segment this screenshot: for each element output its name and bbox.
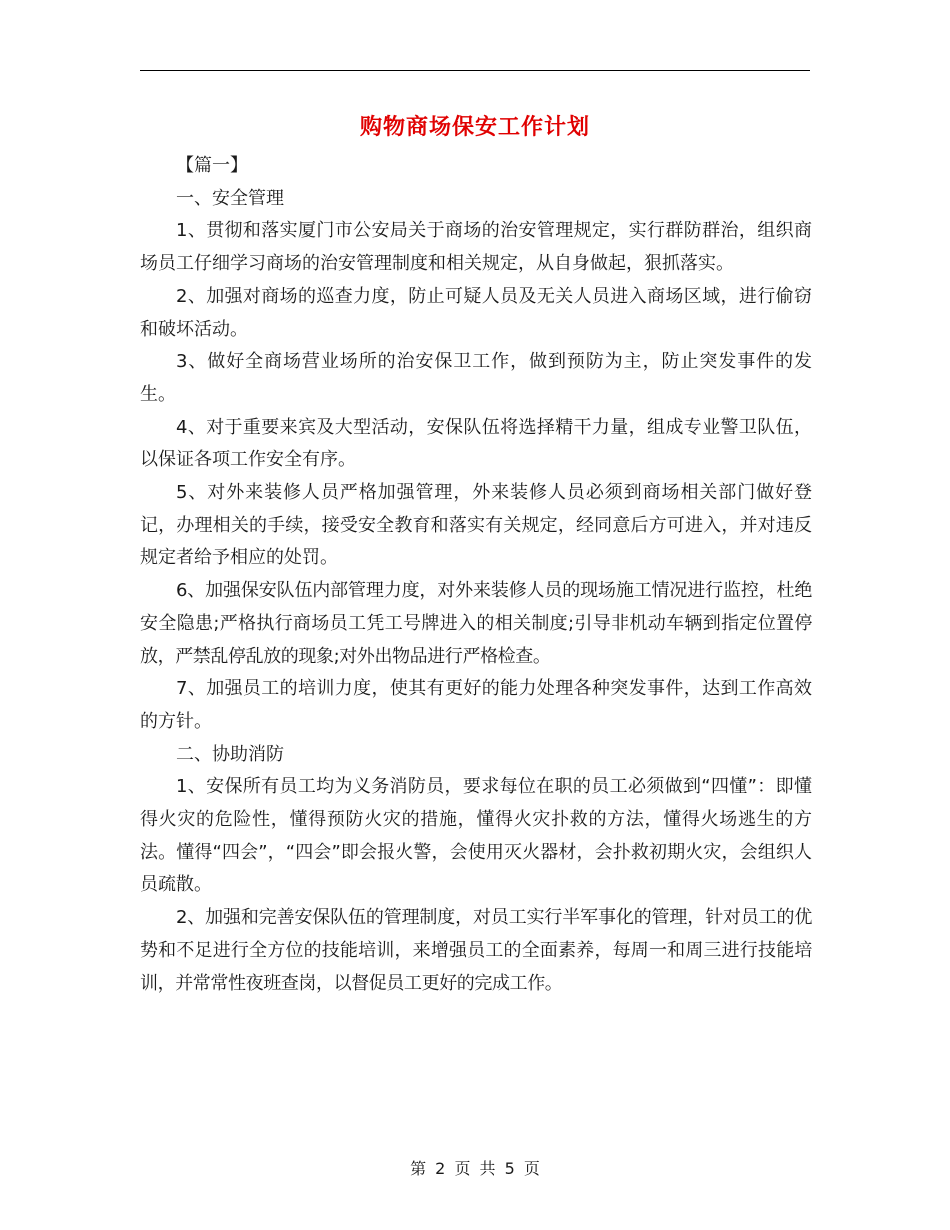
page-number: 第 2 页 共 5 页 — [410, 1159, 540, 1178]
paragraph: 5、对外来装修人员严格加强管理，外来装修人员必须到商场相关部门做好登记，办理相关的手续，接受安全教育和落实有关规定，经同意后方可进入，并对违反规定者给予相应的处罚。 — [140, 482, 812, 569]
paragraph: 3、做好全商场营业场所的治安保卫工作，做到预防为主，防止突发事件的发生。 — [140, 351, 812, 405]
paragraph: 4、对于重要来宾及大型活动，安保队伍将选择精干力量，组成专业警卫队伍，以保证各项工作安全有序。 — [140, 416, 812, 471]
document-title: 购物商场保安工作计划 — [359, 114, 590, 140]
paragraph: 2、加强对商场的巡查力度，防止可疑人员及无关人员进入商场区域，进行偷窃和破坏活动。 — [140, 285, 812, 340]
section-heading: 二、协助消防 — [176, 743, 284, 765]
paragraph: 6、加强保安队伍内部管理力度，对外来装修人员的现场施工情况进行监控，杜绝安全隐患;严格执行商场员工凭工号牌进入的相关制度;引导非机动车辆到指定位置停放，严禁乱停乱放的现象;对外出物品进行严格检查。 — [140, 580, 812, 667]
paragraph: 1、贯彻和落实厦门市公安局关于商场的治安管理规定，实行群防群治，组织商场员工仔细学习商场的治安管理制度和相关规定，从自身做起，狠抓落实。 — [140, 220, 812, 275]
section-label: 【篇一】 — [176, 155, 248, 176]
paragraph: 7、加强员工的培训力度，使其有更好的能力处理各种突发事件，达到工作高效的方针。 — [140, 678, 812, 732]
section-heading: 一、安全管理 — [176, 187, 284, 209]
header-rule — [140, 70, 810, 71]
document-body — [140, 150, 812, 1000]
paragraph: 2、加强和完善安保队伍的管理制度，对员工实行半军事化的管理，针对员工的优势和不足进行全方位的技能培训，来增强员工的全面素养，每周一和周三进行技能培训，并常常性夜班查岗，以督促员工更好的完成工作。 — [140, 907, 812, 994]
paragraph: 1、安保所有员工均为义务消防员，要求每位在职的员工必须做到“四懂”：即懂得火灾的危险性，懂得预防火灾的措施，懂得火灾扑救的方法，懂得火场逃生的方法。懂得“四会”，“四会”即会报火警，会使用灭火器材，会扑救初期火灾，会组织人员疏散。 — [140, 776, 812, 896]
